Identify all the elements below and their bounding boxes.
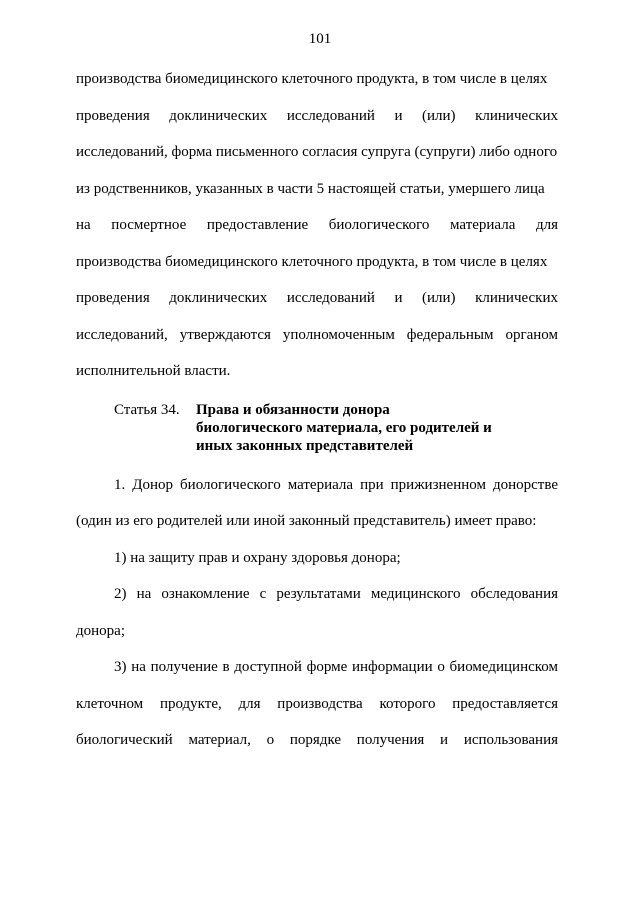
paragraph-line: проведения доклинических исследований и (или) клинических: [76, 290, 558, 306]
paragraph-line: на посмертное предоставление биологического материала для: [76, 217, 558, 233]
list-item-line: 3) на получение в доступной форме информации о биомедицинском: [114, 659, 558, 675]
article-heading: [76, 390, 558, 455]
paragraph-line: производства биомедицинского клеточного продукта, в том числе в целях: [76, 71, 548, 87]
paragraph-line: исследований, утверждаются уполномоченным федеральным органом: [76, 326, 558, 343]
paragraph-line: донора;: [76, 622, 125, 639]
paragraph-line: исследований, форма письменного согласия супруга (супруги) либо одного: [76, 144, 558, 160]
paragraph-line: (один из его родителей или иной законный представитель) имеет право:: [76, 513, 537, 529]
paragraph-line: из родственников, указанных в части 5 настоящей статьи, умершего лица: [76, 180, 545, 197]
article-number: Статья 34.: [114, 401, 180, 418]
paragraph-line: проведения доклинических исследований и (или) клинических: [76, 107, 558, 124]
paragraph-line: биологический материал, о порядке получения и использования: [76, 732, 558, 748]
paragraph-line: 1. Донор биологического материала при прижизненном донорстве: [114, 476, 558, 493]
page-number: 101: [308, 31, 332, 47]
paragraph-line: клеточном продукте, для производства которого предоставляется: [76, 695, 558, 712]
list-item-line: 2) на ознакомление с результатами медицинского обследования: [114, 586, 558, 602]
list-item-line: 1) на защиту прав и охрану здоровья донора;: [114, 549, 401, 566]
paragraph-line: исполнительной власти.: [76, 363, 231, 379]
paragraph-line: производства биомедицинского клеточного продукта, в том числе в целях: [76, 253, 548, 270]
body-text: [76, 61, 558, 759]
article-title: Права и обязанности донора биологического материала, его родителей и иных законных представителей: [196, 401, 492, 454]
